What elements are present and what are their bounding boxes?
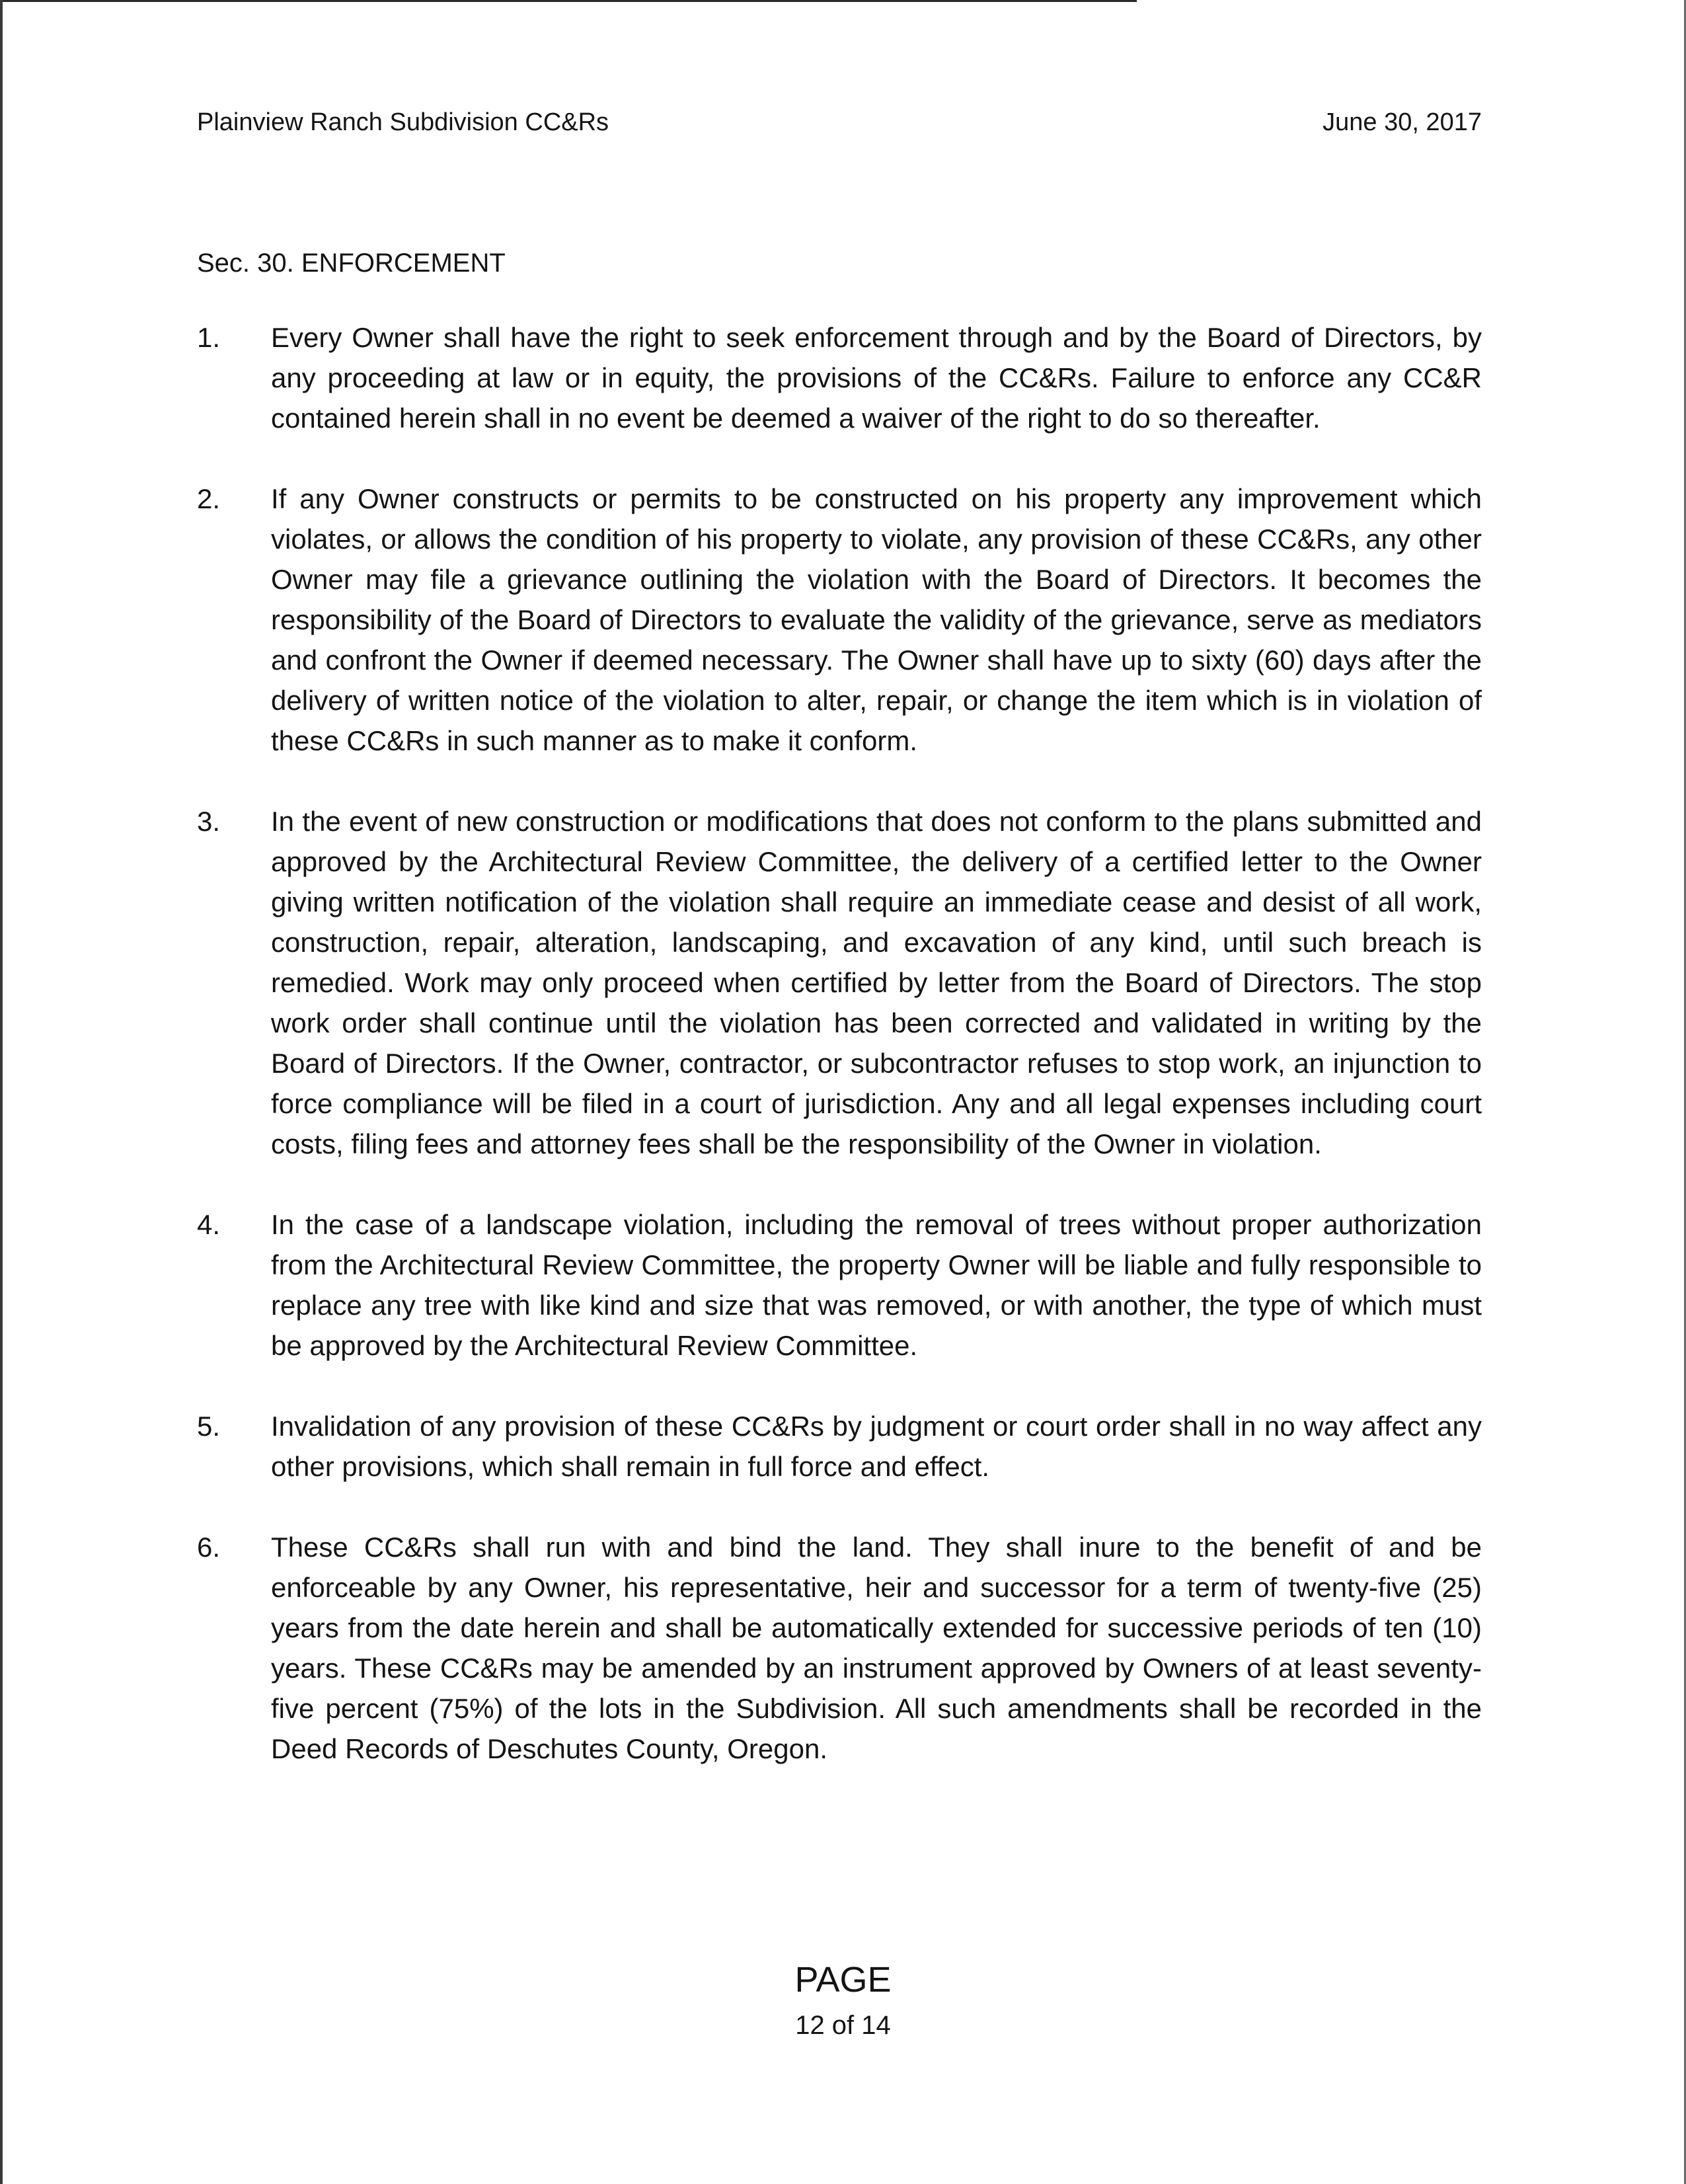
section-heading: Sec. 30. ENFORCEMENT: [197, 249, 506, 278]
provision-text: Every Owner shall have the right to seek enforcement through and by the Board of Directors, by any proceeding at law or in equity, the provisions of the CC&Rs. Failure to enforce any CC&R contained herein shall in no event be deemed a waiver of the right to do so thereafter.: [271, 322, 1482, 434]
page-footer: [0, 1957, 1686, 2044]
provision-number: 3.: [197, 806, 221, 837]
provision-item-5: [197, 1406, 1482, 1487]
provision-number: 6.: [197, 1532, 221, 1563]
provision-number: 2.: [197, 483, 221, 514]
document-title: Plainview Ranch Subdivision CC&Rs: [197, 108, 609, 136]
provision-text: These CC&Rs shall run with and bind the land. They shall inure to the benefit of and be enforceable by any Owner, his representative, heir and successor for a term of twenty-five (25) years from the date herein and shall be automatically extended for successive periods of ten (10) years. These CC&Rs may be amended by an instrument approved by Owners of at least seventy-five percent (75%) of the lots in the Subdivision. All such amendments shall be recorded in the Deed Records of Deschutes County, Oregon.: [271, 1532, 1482, 1764]
enforcement-provisions-list: [197, 317, 1482, 1809]
scan-edge-left: [0, 0, 3, 2184]
provision-text: In the case of a landscape violation, including the removal of trees without proper authorization from the Architectural Review Committee, the property Owner will be liable and fully responsible to replace any tree with like kind and size that was removed, or with another, the type of which must be approved by the Architectural Review Committee.: [271, 1209, 1482, 1361]
page-label: PAGE: [794, 1960, 892, 2000]
provision-item-2: [197, 479, 1482, 761]
document-date: June 30, 2017: [1322, 108, 1482, 136]
provision-number: 4.: [197, 1209, 221, 1240]
provision-text: If any Owner constructs or permits to be constructed on his property any improvement which violates, or allows the condition of his property to violate, any provision of these CC&Rs, any other Owner may file a grievance outlining the violation with the Board of Directors. It becomes the responsibility of the Board of Directors to evaluate the validity of the grievance, serve as mediators and confront the Owner if deemed necessary. The Owner shall have up to sixty (60) days after the delivery of written notice of the violation to alter, repair, or change the item which is in violation of these CC&Rs in such manner as to make it conform.: [271, 483, 1482, 756]
provision-item-6: [197, 1527, 1482, 1769]
page-header: [197, 106, 1482, 139]
provision-number: 5.: [197, 1411, 221, 1442]
provision-item-4: [197, 1204, 1482, 1366]
scan-edge-top: [0, 0, 1137, 2]
provision-number: 1.: [197, 322, 221, 353]
provision-item-3: [197, 801, 1482, 1164]
provision-text: In the event of new construction or modifications that does not conform to the plans submitted and approved by the Architectural Review Committee, the delivery of a certified letter to the Owner giving written notification of the violation shall require an immediate cease and desist of all work, construction, repair, alteration, landscaping, and excavation of any kind, until such breach is remedied. Work may only proceed when certified by letter from the Board of Directors. The stop work order shall continue until the violation has been corrected and validated in writing by the Board of Directors. If the Owner, contractor, or subcontractor refuses to stop work, an injunction to force compliance will be filed in a court of jurisdiction. Any and all legal expenses including court costs, filing fees and attorney fees shall be the responsibility of the Owner in violation.: [271, 806, 1482, 1159]
provision-item-1: [197, 317, 1482, 438]
provision-text: Invalidation of any provision of these CC&Rs by judgment or court order shall in no way affect any other provisions, which shall remain in full force and effect.: [271, 1411, 1482, 1482]
page-number: 12 of 14: [795, 2011, 891, 2040]
